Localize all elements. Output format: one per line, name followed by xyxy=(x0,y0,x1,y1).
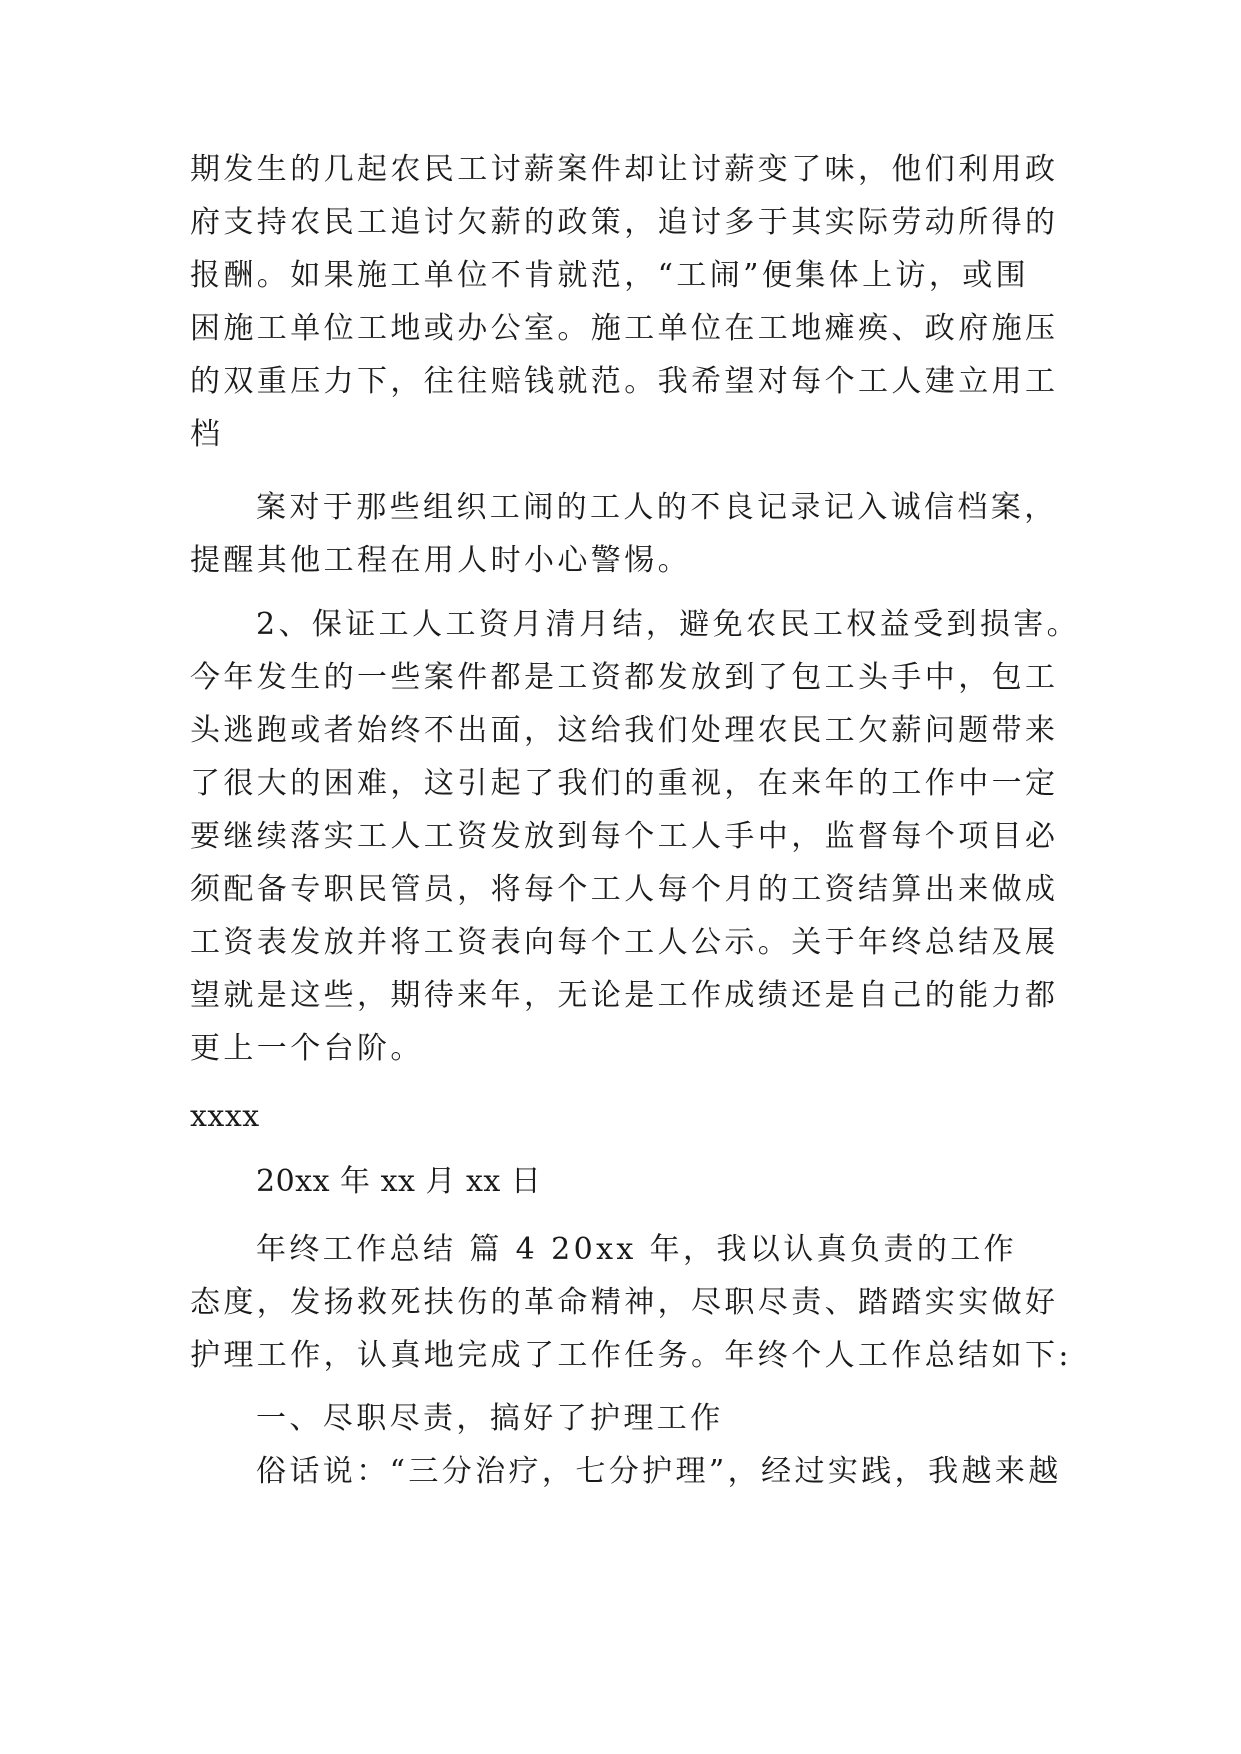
text-line: 俗话说：“三分治疗，七分护理”，经过实践，我越来越 xyxy=(256,1454,1062,1489)
signature-name: xxxx xyxy=(190,1099,260,1134)
text-line: 府支持农民工追讨欠薪的政策，追讨多于其实际劳动所得的 xyxy=(190,205,1059,240)
text-line: 2、保证工人工资月清月结，避免农民工权益受到损害。 xyxy=(256,607,1081,642)
text-line: 今年发生的一些案件都是工资都发放到了包工头手中，包工 xyxy=(190,660,1059,695)
text-line: 态度，发扬救死扶伤的革命精神，尽职尽责、踏踏实实做好 xyxy=(190,1285,1059,1320)
signature-date: 20xx 年 xx 月 xx 日 xyxy=(256,1164,542,1199)
text-line: 了很大的困难，这引起了我们的重视，在来年的工作中一定 xyxy=(190,766,1059,801)
text-line: 期发生的几起农民工讨薪案件却让讨薪变了味，他们利用政 xyxy=(190,152,1059,187)
text-line: 工资表发放并将工资表向每个工人公示。关于年终总结及展 xyxy=(190,925,1059,960)
text-line: 报酬。如果施工单位不肯就范，“工闹”便集体上访，或围 xyxy=(190,258,1030,293)
subheading: 一、尽职尽责，搞好了护理工作 xyxy=(256,1401,724,1436)
text-line: 护理工作，认真地完成了工作任务。年终个人工作总结如下: xyxy=(190,1338,1072,1373)
text-line: 档 xyxy=(190,417,224,452)
text-line: 望就是这些，期待来年，无论是工作成绩还是自己的能力都 xyxy=(190,978,1059,1013)
text-line: 头逃跑或者始终不出面，这给我们处理农民工欠薪问题带来 xyxy=(190,713,1059,748)
text-line: 要继续落实工人工资发放到每个工人手中，监督每个项目必 xyxy=(190,819,1059,854)
text-line: 案对于那些组织工闹的工人的不良记录记入诚信档案， xyxy=(256,490,1058,525)
text-line: 的双重压力下，往往赔钱就范。我希望对每个工人建立用工 xyxy=(190,364,1059,399)
text-line: 提醒其他工程在用人时小心警惕。 xyxy=(190,543,691,578)
section-heading: 年终工作总结 篇 4 20xx 年，我以认真负责的工作 xyxy=(256,1232,1018,1267)
text-line: 困施工单位工地或办公室。施工单位在工地瘫痪、政府施压 xyxy=(190,311,1059,346)
text-line: 须配备专职民管员，将每个工人每个月的工资结算出来做成 xyxy=(190,872,1059,907)
text-line: 更上一个台阶。 xyxy=(190,1031,424,1066)
